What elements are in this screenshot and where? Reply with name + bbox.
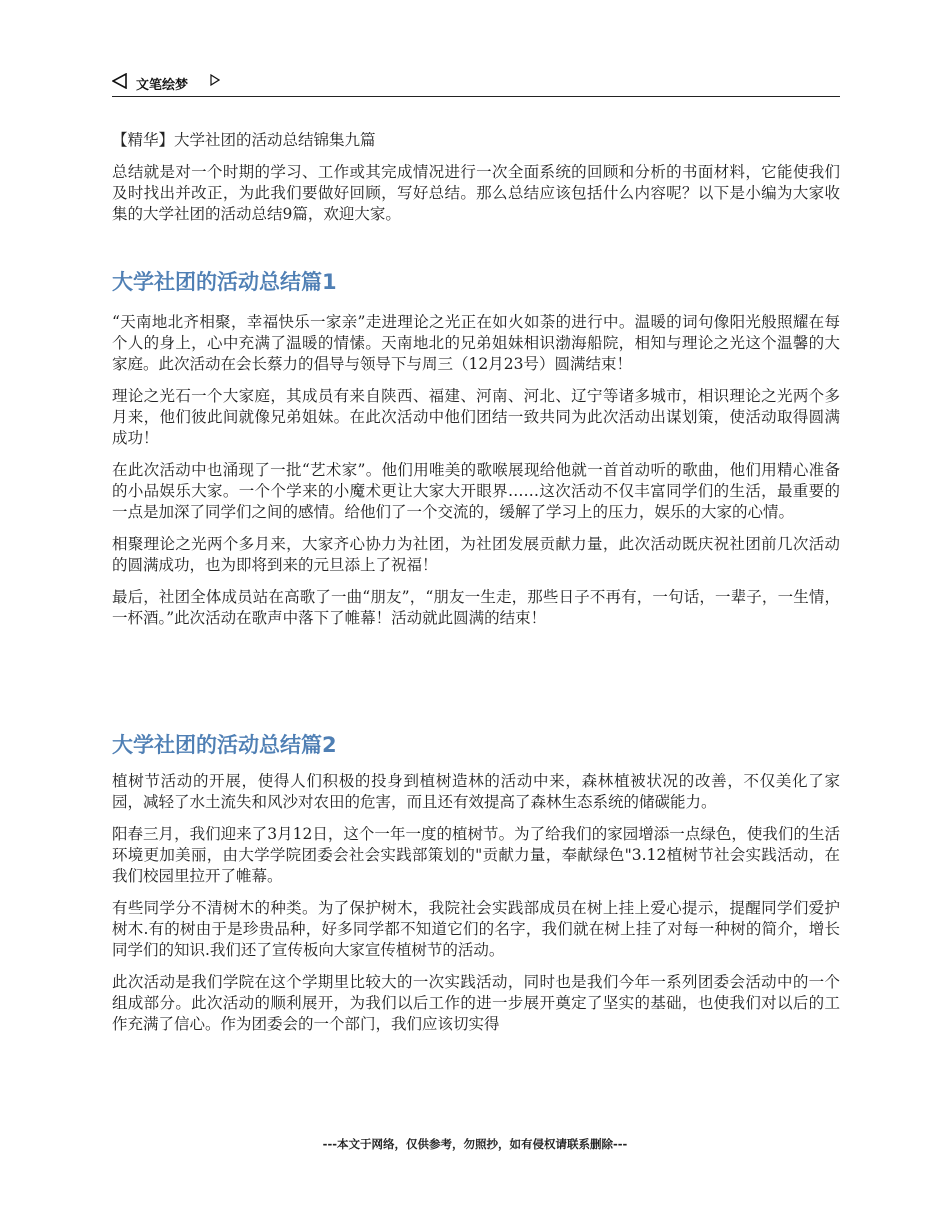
document-title: 【精华】大学社团的活动总结锦集九篇: [112, 131, 376, 149]
paragraph: 植树节活动的开展，使得人们积极的投身到植树造林的活动中来，森林植被状况的改善，不仅美化了家园，减轻了水土流失和风沙对农田的危害，而且还有效提高了森林生态系统的储碳能力。: [112, 772, 840, 811]
paragraph: 此次活动是我们学院在这个学期里比较大的一次实践活动，同时也是我们今年一系列团委会活动中的一个组成部分。此次活动的顺利展开，为我们以后工作的进一步展开奠定了坚实的基础，也使我们对以后的工作充满了信心。作为团委会的一个部门，我们应该切实得: [112, 973, 840, 1033]
paragraph: “天南地北齐相聚，幸福快乐一家亲”走进理论之光正在如火如荼的进行中。温暖的词句像阳光般照耀在每个人的身上，心中充满了温暖的情愫。天南地北的兄弟姐妹相识渤海船院，相知与理论之光这个温馨的大家庭。此次活动在会长蔡力的倡导与领导下与周三（12月23号）圆满结束！: [112, 313, 840, 373]
paragraph: 最后，社团全体成员站在高歌了一曲“朋友”，“朋友一生走，那些日子不再有，一句话，一辈子，一生情，一杯酒。”此次活动在歌声中落下了帷幕！活动就此圆满的结束！: [112, 588, 840, 627]
section-2-heading: 大学社团的活动总结篇2: [112, 733, 337, 757]
footer-notice: ---本文于网络，仅供参考，勿照抄，如有侵权请联系删除---: [322, 1137, 628, 1151]
intro-paragraph: 总结就是对一个时期的学习、工作或其完成情况进行一次全面系统的回顾和分析的书面材料，它能使我们及时找出并改正，为此我们要做好回顾，写好总结。那么总结应该包括什么内容呢？以下是小编为大家收集的大学社团的活动总结9篇，欢迎大家。: [112, 163, 840, 223]
paragraph: 理论之光石一个大家庭，其成员有来自陕西、福建、河南、河北、辽宁等诸多城市，相识理论之光两个多月来，他们彼此间就像兄弟姐妹。在此次活动中他们团结一致共同为此次活动出谋划策，使活动取得圆满成功！: [112, 387, 840, 447]
section-1-heading: 大学社团的活动总结篇1: [112, 270, 337, 294]
section-1-body: [112, 312, 840, 640]
paragraph: 在此次活动中也涌现了一批“艺术家”。他们用唯美的歌喉展现给他就一首首动听的歌曲，他们用精心准备的小品娱乐大家。一个个学来的小魔术更让大家大开眼界……这次活动不仅丰富同学们的生活，最重要的一点是加深了同学们之间的感情。给他们了一个交流的，缓解了学习上的压力，娱乐的大家的心情。: [112, 461, 840, 521]
page-header: [112, 70, 840, 97]
paragraph: 有些同学分不清树木的种类。为了保护树木，我院社会实践部成员在树上挂上爱心提示，提醒同学们爱护树木.有的树由于是珍贵品种，好多同学都不知道它们的名字，我们就在树上挂了对每一种树的简介，增长同学们的知识.我们还了宣传板向大家宣传植树节的活动。: [112, 899, 840, 959]
paragraph: 阳春三月，我们迎来了3月12日，这个一年一度的植树节。为了给我们的家园增添一点绿色，使我们的生活环境更加美丽，由大学学院团委会社会实践部策划的"贡献力量，奉献绿色"3.12植树节社会实践活动，在我们校园里拉开了帷幕。: [112, 825, 840, 885]
section-2-body: [112, 771, 840, 1046]
triangle-left-icon: [112, 73, 128, 89]
triangle-right-icon: [210, 74, 220, 86]
paragraph: 相聚理论之光两个多月来，大家齐心协力为社团，为社团发展贡献力量，此次活动既庆祝社团前几次活动的圆满成功，也为即将到来的元旦添上了祝福！: [112, 535, 840, 574]
brand-name: 文笔绘梦: [136, 78, 189, 93]
